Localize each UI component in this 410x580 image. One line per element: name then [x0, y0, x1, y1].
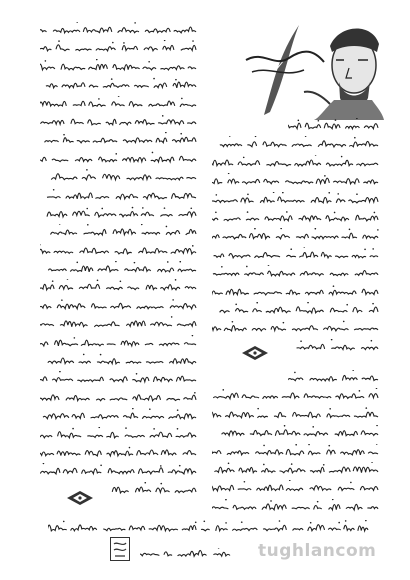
manuscript-line: [111, 482, 198, 500]
manuscript-line: [40, 353, 198, 371]
manuscript-line: [40, 408, 198, 426]
manuscript-line: [212, 155, 380, 173]
manuscript-line: [212, 228, 380, 246]
manuscript-line: [40, 40, 198, 58]
diamond-ornament-icon: [67, 490, 93, 509]
manuscript-line: [212, 284, 380, 302]
manuscript-line: [212, 210, 380, 228]
manuscript-line: [40, 114, 198, 132]
manuscript-line: [40, 243, 198, 261]
footer-note-line: [48, 520, 370, 536]
manuscript-line: [40, 206, 198, 224]
manuscript-line: [288, 339, 380, 357]
right-lower-text-column: [212, 370, 380, 517]
footer-caption: [140, 545, 232, 557]
manuscript-line: [40, 463, 198, 481]
manuscript-line: [212, 320, 380, 338]
manuscript-line: [212, 480, 380, 498]
manuscript-line: [40, 445, 198, 463]
manuscript-line: [40, 77, 198, 95]
manuscript-line: [40, 427, 198, 445]
manuscript-line: [40, 188, 198, 206]
manuscript-line: [212, 247, 380, 265]
manuscript-line: [40, 279, 198, 297]
manuscript-line: [40, 224, 198, 242]
manuscript-line: [40, 371, 198, 389]
manuscript-line: [212, 192, 380, 210]
manuscript-line: [212, 173, 380, 191]
manuscript-line: [212, 499, 380, 517]
left-text-column: [40, 22, 198, 500]
manuscript-line: [40, 261, 198, 279]
manuscript-line: [212, 136, 380, 154]
manuscript-line: [212, 425, 380, 443]
publisher-stamp-icon: [110, 537, 130, 561]
manuscript-line: [40, 59, 198, 77]
manuscript-line: [40, 316, 198, 334]
manuscript-line: [40, 22, 198, 40]
manuscript-line: [40, 96, 198, 114]
manuscript-line: [40, 298, 198, 316]
manuscript-line: [40, 151, 198, 169]
right-text-column: [212, 118, 380, 357]
diamond-ornament-icon: [242, 345, 268, 364]
manuscript-line: [40, 132, 198, 150]
calligrapher-portrait-icon: [244, 20, 384, 124]
manuscript-line: [212, 265, 380, 283]
manuscript-line: [40, 335, 198, 353]
manuscript-line: [40, 390, 198, 408]
manuscript-line: [288, 370, 380, 388]
manuscript-line: [212, 444, 380, 462]
manuscript-line: [212, 462, 380, 480]
manuscript-line: [212, 302, 380, 320]
manuscript-line: [288, 118, 380, 136]
watermark-text: tughlancom: [258, 541, 377, 561]
manuscript-line: [40, 169, 198, 187]
manuscript-line: [212, 407, 380, 425]
manuscript-line: [212, 388, 380, 406]
